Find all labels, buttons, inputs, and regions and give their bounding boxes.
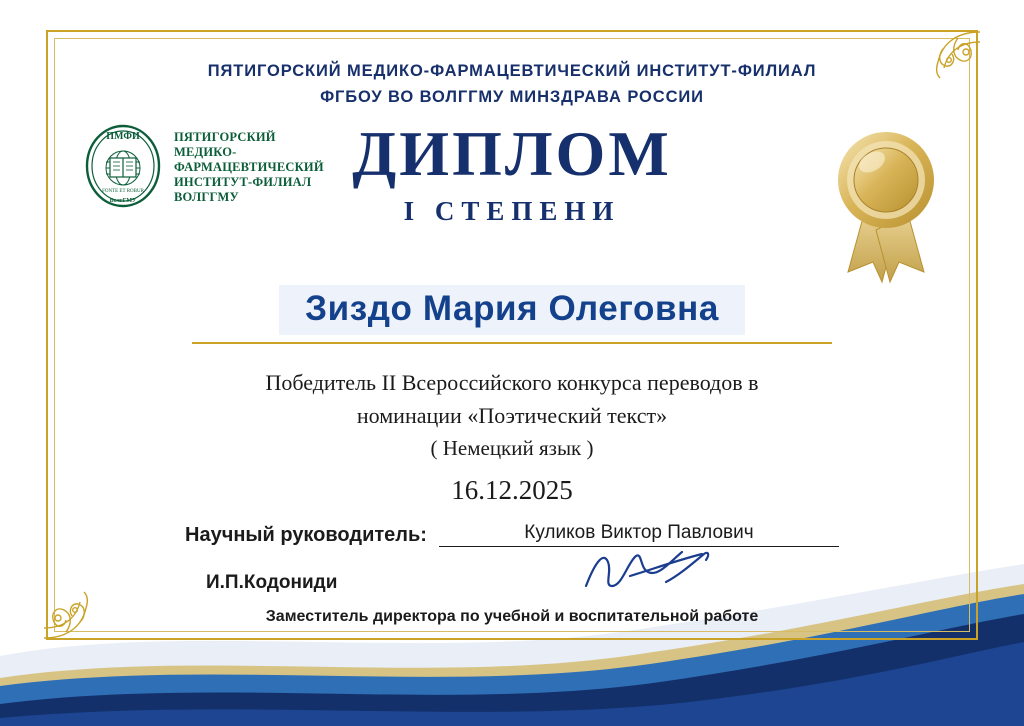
- logo-text-line-1: ПЯТИГОРСКИЙ: [174, 129, 276, 144]
- certificate-content: [60, 44, 964, 626]
- award-language: ( Немецкий язык ): [430, 436, 594, 460]
- recipient-name: Зиздо Мария Олеговна: [279, 285, 745, 335]
- supervisor-name: Куликов Виктор Павлович: [439, 522, 839, 547]
- institute-logo: [82, 122, 324, 212]
- organization-line-1: ПЯТИГОРСКИЙ МЕДИКО-ФАРМАЦЕВТИЧЕСКИЙ ИНСТИТУТ-ФИЛИАЛ: [207, 62, 817, 80]
- award-text-line-1: Победитель II Всероссийского конкурса переводов в: [265, 370, 759, 395]
- logo-text-line-5: ВОЛГГМУ: [174, 189, 239, 204]
- logo-text-line-2: МЕДИКО-: [174, 144, 237, 159]
- award-text-line-2: номинации «Поэтический текст»: [356, 403, 668, 428]
- institute-logo-text: [174, 130, 324, 205]
- svg-text:ВолгГМУ: ВолгГМУ: [109, 198, 137, 204]
- signatory-block: [150, 572, 874, 626]
- recipient-block: [279, 285, 745, 335]
- page-title: ДИПЛОМ: [352, 118, 672, 189]
- svg-text:FONTE ET ROBUR: FONTE ET ROBUR: [102, 189, 144, 194]
- supervisor-row: [60, 522, 964, 547]
- recipient-underline: [192, 342, 832, 344]
- signatory-name: И.П.Кодониди: [206, 572, 338, 593]
- institute-emblem-icon: [82, 122, 164, 212]
- signature-icon: [574, 542, 754, 600]
- supervisor-label: Научный руководитель:: [185, 524, 427, 546]
- award-date: 16.12.2025: [451, 475, 573, 505]
- organization-line-2: ФГБОУ ВО ВОЛГГМУ МИНЗДРАВА РОССИИ: [320, 88, 704, 106]
- logo-text-line-4: ИНСТИТУТ-ФИЛИАЛ: [174, 174, 312, 189]
- signatory-role: Заместитель директора по учебной и воспитательной работе: [265, 608, 759, 625]
- diploma-degree: I СТЕПЕНИ: [403, 196, 621, 226]
- gold-medal-icon: [826, 122, 946, 292]
- logo-text-line-3: ФАРМАЦЕВТИЧЕСКИЙ: [174, 159, 324, 174]
- award-text: [60, 366, 964, 432]
- svg-text:ПМФИ: ПМФИ: [106, 131, 140, 142]
